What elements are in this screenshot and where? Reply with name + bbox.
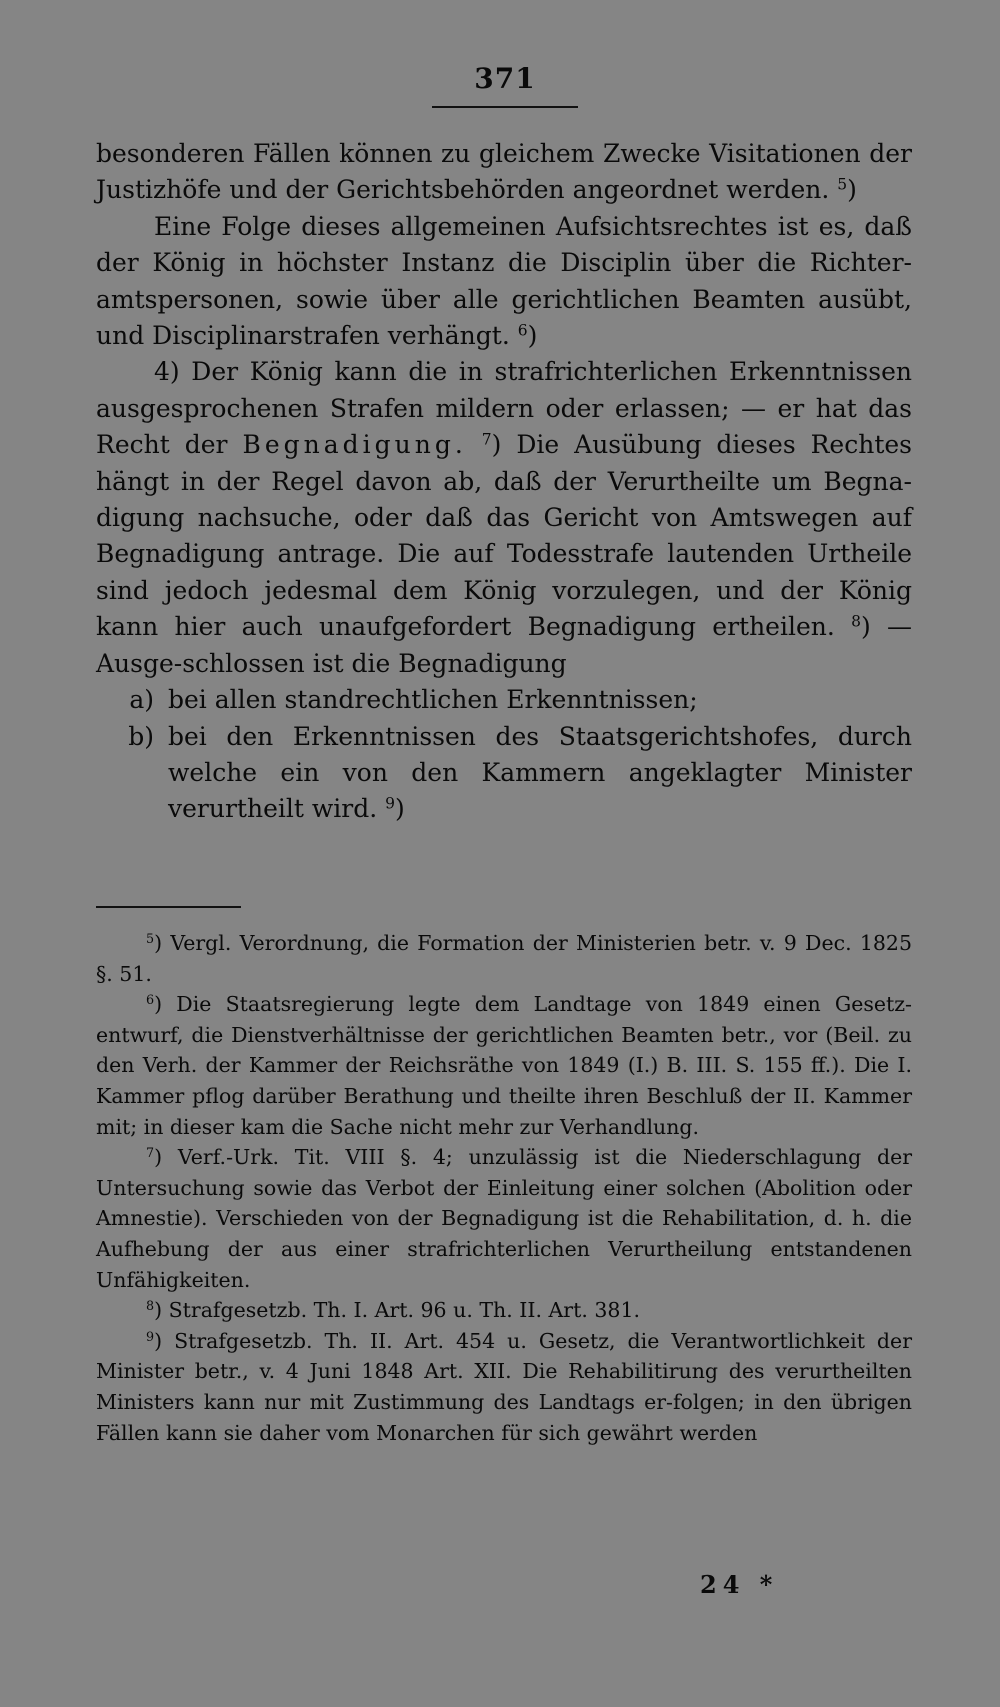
footnote-8	[96, 1295, 912, 1326]
footnote-rule	[96, 906, 241, 908]
footnote-ref-9: 9	[385, 794, 395, 813]
list-item-text-b: bei den Erkenntnissen des Staatsgerichtshofes, durch welche ein von den Kammern angeklagter Minister verurtheilt wird.	[168, 721, 912, 824]
paragraph-3	[96, 354, 912, 682]
footnote-ref-6: 6	[517, 321, 528, 340]
footnote-number: 5	[146, 931, 155, 947]
paragraph-2-text: Eine Folge dieses allgemeinen Aufsichtsrechtes ist es, daß der König in höchster Instanz die Disciplin über die Richter-amtspersonen, sowie über alle gerichtlichen Beamten ausübt, und Disciplinarstrafen verhängt.	[96, 211, 912, 351]
footnote-text: ) Die Staatsregierung legte dem Landtage von 1849 einen Gesetz-entwurf, die Dienstverhältnisse der gerichtlichen Beamten betr., vor (Beil. zu den Verh. der Kammer der Reichsräthe von 1849 (I.) B. III. S. 155 ff.). Die I. Kammer pflog darüber Berathung und theilte ihren Beschluß der II. Kammer mit; in dieser kam die Sache nicht mehr zur Verhandlung.	[96, 992, 912, 1139]
footnote-number: 9	[146, 1328, 155, 1344]
paragraph-1-text: besonderen Fällen können zu gleichem Zwecke Visitationen der Justizhöfe und der Gerichtsbehörden angeordnet werden.	[96, 139, 912, 205]
footnote-ref-8: 8	[851, 612, 861, 631]
signature-mark: 24 *	[700, 1570, 779, 1599]
footnote-text: ) Strafgesetzb. Th. I. Art. 96 u. Th. II. Art. 381.	[154, 1298, 641, 1323]
footnotes	[96, 928, 912, 1448]
footnote-7	[96, 1142, 912, 1295]
list-item-b	[96, 719, 912, 828]
footnote-ref-close: )	[527, 321, 538, 351]
body-text	[96, 136, 912, 828]
paragraph-3-text-a: 4) Der König kann die in strafrichterlichen Erkenntnissen ausgesprochenen Strafen mildern oder erlassen; — er hat das Recht der	[96, 357, 912, 460]
list-item-a	[96, 682, 912, 718]
header-rule	[432, 106, 578, 108]
footnote-text: ) Strafgesetzb. Th. II. Art. 454 u. Gesetz, die Verantwortlichkeit der Minister betr., v. 4 Juni 1848 Art. XII. Die Rehabilitirung des verurtheilten Ministers kann nur mit Zustimmung des Landtags er-folgen; in den übrigen Fällen kann sie daher vom Monarchen für sich gewährt werden	[96, 1328, 912, 1445]
footnote-number: 8	[146, 1298, 155, 1314]
footnote-ref-close: )	[394, 794, 405, 824]
page-number: 371	[474, 62, 536, 95]
paragraph-2	[96, 209, 912, 355]
footnote-ref-close: )	[847, 175, 857, 205]
paragraph-3-text-c: ) — Ausge-schlossen ist die Begnadigung	[96, 612, 912, 678]
footnote-text: ) Verf.-Urk. Tit. VIII §. 4; unzulässig ist die Niederschlagung der Untersuchung sowie das Verbot der Einleitung einer solchen (Abolition oder Amnestie). Verschieden von der Begnadigung ist die Rehabilitation, d. h. die Aufhebung der aus einer strafrichterlichen Verurtheilung entstandenen Unfähigkeiten.	[96, 1145, 912, 1292]
list-marker: a)	[129, 685, 154, 715]
footnote-9	[96, 1326, 912, 1448]
list-marker: b)	[128, 721, 154, 751]
list-item-text-a: bei allen standrechtlichen Erkenntnissen;	[168, 685, 698, 715]
footnote-number: 7	[146, 1145, 155, 1161]
paragraph-3-text-b: ) Die Ausübung dieses Rechtes hängt in der Regel davon ab, daß der Verurtheilte um Begna-digung nachsuche, oder daß das Gericht von Amtswegen auf Begnadigung antrage. Die auf Todesstrafe lautenden Urtheile sind jedoch jedesmal dem König vorzulegen, und der König kann hier auch unaufgefordert Begnadigung ertheilen.	[96, 430, 913, 642]
footnote-6	[96, 989, 912, 1142]
footnote-ref-7: 7	[481, 430, 492, 449]
list-item-text	[168, 682, 912, 718]
footnote-5	[96, 928, 912, 989]
paragraph-1	[96, 136, 912, 209]
emphasis-begnadigung: Begnadigung.	[242, 430, 467, 460]
list-item-text	[168, 719, 912, 828]
footnote-text: ) Vergl. Verordnung, die Formation der Ministerien betr. v. 9 Dec. 1825 §. 51.	[96, 931, 912, 986]
footnote-ref-5: 5	[837, 175, 848, 194]
footnote-number: 6	[146, 992, 155, 1008]
